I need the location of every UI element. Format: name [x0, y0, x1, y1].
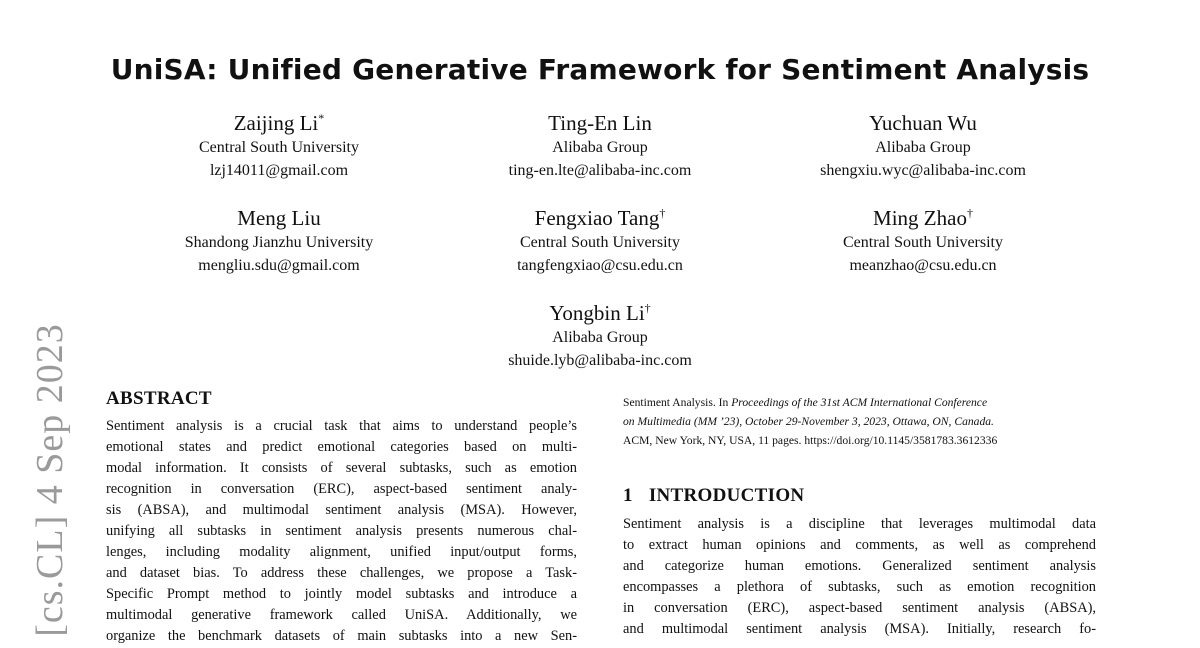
- abstract-heading: ABSTRACT: [106, 388, 212, 409]
- author-affiliation: Central South University: [199, 139, 359, 156]
- author-affiliation: Alibaba Group: [875, 139, 971, 156]
- introduction-body: [623, 514, 1096, 640]
- introduction-line: and multimodal sentiment analysis (MSA). Initially, research fo-: [623, 621, 1096, 637]
- section-number: 1: [623, 485, 633, 506]
- author-name: Fengxiao Tang: [534, 206, 660, 230]
- author-affiliation: Central South University: [520, 234, 680, 251]
- author-affiliation: Alibaba Group: [552, 329, 648, 346]
- abstract-line: Specific Prompt method to jointly model subtasks and introduce a: [106, 586, 577, 602]
- abstract-line: lenges, including modality alignment, unified input/output forms,: [106, 544, 577, 560]
- reference-venue: on Multimedia (MM ’23), October 29-November 3, 2023, Ottawa, ON, Canada.: [623, 415, 994, 428]
- author-name: Ming Zhao: [873, 206, 967, 230]
- author-email[interactable]: mengliu.sdu@gmail.com: [198, 257, 360, 274]
- author-name: Zaijing Li: [233, 111, 319, 135]
- abstract-line: sis (ABSA), and multimodal sentiment analysis (MSA). However,: [106, 502, 577, 518]
- paper-title: UniSA: Unified Generative Framework for Sentiment Analysis: [110, 53, 1090, 86]
- reference-doi[interactable]: ACM, New York, NY, USA, 11 pages. https://doi.org/10.1145/3581783.3612336: [623, 434, 998, 447]
- author-affiliation: Shandong Jianzhu University: [184, 234, 374, 251]
- abstract-line: unifying all subtasks in sentiment analysis presents numerous chal-: [106, 523, 577, 539]
- author-name: Meng Liu: [237, 206, 321, 230]
- author-block: [440, 300, 760, 372]
- abstract-line: recognition in conversation (ERC), aspect-based sentiment analy-: [106, 481, 577, 497]
- author-name: Yuchuan Wu: [869, 111, 977, 135]
- author-mark: †: [659, 206, 666, 220]
- author-block: [440, 110, 760, 182]
- section-title: INTRODUCTION: [648, 485, 805, 506]
- reference-venue: Proceedings of the 31st ACM International Conference: [731, 396, 988, 409]
- author-email[interactable]: lzj14011@gmail.com: [209, 162, 349, 179]
- author-block: [119, 110, 439, 182]
- author-mark: †: [966, 206, 973, 220]
- author-affiliation: Alibaba Group: [552, 139, 648, 156]
- introduction-line: to extract human opinions and comments, as well as comprehend: [623, 537, 1096, 553]
- abstract-line: modal information. It consists of several subtasks, such as emotion: [106, 460, 577, 476]
- author-name: Ting-En Lin: [548, 111, 652, 135]
- author-block: [119, 205, 439, 277]
- author-block: [763, 205, 1083, 277]
- introduction-line: Sentiment analysis is a discipline that leverages multimodal data: [623, 516, 1096, 532]
- author-email[interactable]: shengxiu.wyc@alibaba-inc.com: [820, 162, 1026, 179]
- introduction-line: and categorize human emotions. Generalized sentiment analysis: [623, 558, 1096, 574]
- author-mark: †: [644, 301, 651, 315]
- author-email[interactable]: tangfengxiao@csu.edu.cn: [517, 257, 683, 274]
- abstract-line: Sentiment analysis is a crucial task that aims to understand people’s: [106, 418, 577, 434]
- reference-text: Sentiment Analysis. In: [623, 396, 732, 409]
- abstract-line: multimodal generative framework called UniSA. Additionally, we: [106, 607, 577, 623]
- author-affiliation: Central South University: [843, 234, 1003, 251]
- abstract-line: organize the benchmark datasets of main subtasks into a new Sen-: [106, 628, 577, 644]
- arxiv-stamp: [cs.CL] 4 Sep 2023: [29, 323, 71, 637]
- introduction-line: in conversation (ERC), aspect-based sentiment analysis (ABSA),: [623, 600, 1096, 616]
- author-mark: *: [318, 111, 325, 125]
- introduction-line: encompasses a plethora of subtasks, such as emotion recognition: [623, 579, 1096, 595]
- abstract-body: [106, 416, 577, 647]
- author-email[interactable]: shuide.lyb@alibaba-inc.com: [508, 352, 692, 369]
- introduction-heading: [623, 485, 804, 507]
- author-block: [763, 110, 1083, 182]
- acm-reference: [623, 393, 1096, 450]
- abstract-line: and dataset bias. To address these challenges, we propose a Task-: [106, 565, 577, 581]
- abstract-line: emotional states and predict emotional categories based on multi-: [106, 439, 577, 455]
- author-email[interactable]: meanzhao@csu.edu.cn: [849, 257, 997, 274]
- author-block: [440, 205, 760, 277]
- author-email[interactable]: ting-en.lte@alibaba-inc.com: [508, 162, 692, 179]
- author-name: Yongbin Li: [549, 301, 645, 325]
